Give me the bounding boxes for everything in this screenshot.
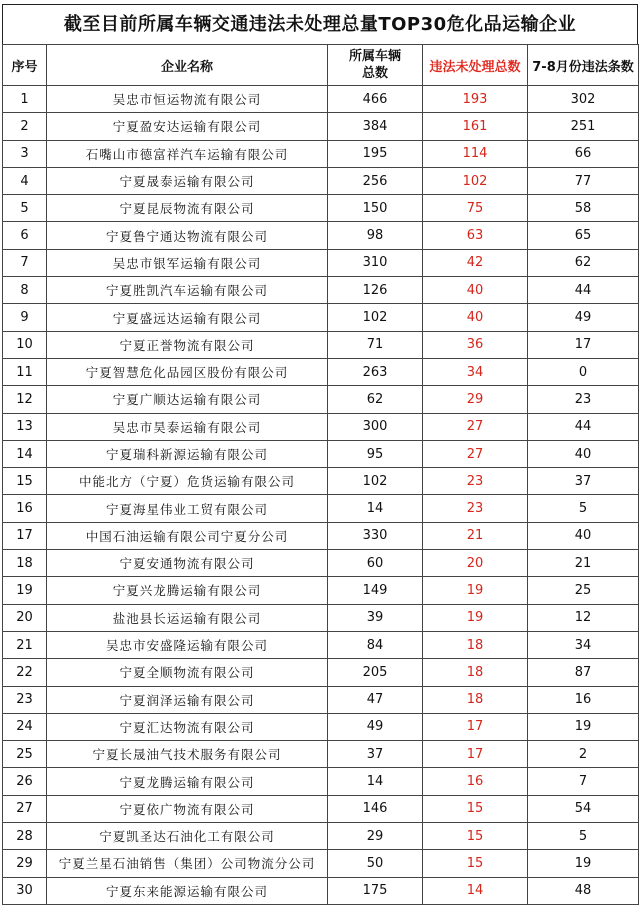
header-row (3, 45, 639, 86)
row-july-aug-cell: 62 (528, 249, 639, 276)
row-vehicles-cell: 195 (328, 140, 423, 167)
row-index-cell: 8 (3, 277, 47, 304)
row-july-aug-cell: 5 (528, 823, 639, 850)
row-company-cell: 吴忠市恒运物流有限公司 (47, 86, 328, 113)
table-row (3, 222, 639, 249)
row-vehicles-cell: 256 (328, 167, 423, 194)
header-vehicles (328, 45, 423, 86)
table-row (3, 113, 639, 140)
page-title: 截至目前所属车辆交通违法未处理总量TOP30危化品运输企业 (2, 4, 638, 44)
report-sheet (2, 4, 638, 905)
table-row (3, 140, 639, 167)
row-unprocessed-cell: 75 (423, 195, 528, 222)
table-row (3, 850, 639, 877)
row-index-cell: 14 (3, 440, 47, 467)
row-july-aug-cell: 44 (528, 413, 639, 440)
row-july-aug-cell: 7 (528, 768, 639, 795)
row-vehicles-cell: 175 (328, 877, 423, 904)
row-july-aug-cell: 302 (528, 86, 639, 113)
row-july-aug-cell: 48 (528, 877, 639, 904)
row-vehicles-cell: 98 (328, 222, 423, 249)
row-vehicles-cell: 384 (328, 113, 423, 140)
row-index-cell: 10 (3, 331, 47, 358)
row-company-cell: 宁夏龙腾运输有限公司 (47, 768, 328, 795)
row-vehicles-cell: 310 (328, 249, 423, 276)
row-vehicles-cell: 102 (328, 468, 423, 495)
table-row (3, 195, 639, 222)
row-unprocessed-cell: 19 (423, 577, 528, 604)
row-company-cell: 宁夏汇达物流有限公司 (47, 713, 328, 740)
row-unprocessed-cell: 18 (423, 686, 528, 713)
table-row (3, 86, 639, 113)
row-index-cell: 26 (3, 768, 47, 795)
row-index-cell: 23 (3, 686, 47, 713)
row-july-aug-cell: 21 (528, 550, 639, 577)
row-unprocessed-cell: 40 (423, 304, 528, 331)
row-index-cell: 20 (3, 604, 47, 631)
row-company-cell: 中能北方（宁夏）危货运输有限公司 (47, 468, 328, 495)
row-company-cell: 宁夏盈安达运输有限公司 (47, 113, 328, 140)
row-vehicles-cell: 126 (328, 277, 423, 304)
row-company-cell: 吴忠市安盛隆运输有限公司 (47, 631, 328, 658)
row-july-aug-cell: 19 (528, 713, 639, 740)
row-company-cell: 宁夏润泽运输有限公司 (47, 686, 328, 713)
row-july-aug-cell: 16 (528, 686, 639, 713)
table-row (3, 495, 639, 522)
row-vehicles-cell: 14 (328, 495, 423, 522)
row-unprocessed-cell: 114 (423, 140, 528, 167)
row-index-cell: 30 (3, 877, 47, 904)
row-vehicles-cell: 95 (328, 440, 423, 467)
row-unprocessed-cell: 15 (423, 823, 528, 850)
row-vehicles-cell: 330 (328, 522, 423, 549)
header-vehicles-line2: 总数 (361, 66, 388, 81)
row-index-cell: 27 (3, 795, 47, 822)
row-index-cell: 19 (3, 577, 47, 604)
row-july-aug-cell: 25 (528, 577, 639, 604)
table-row (3, 631, 639, 658)
row-vehicles-cell: 14 (328, 768, 423, 795)
row-index-cell: 13 (3, 413, 47, 440)
table-row (3, 741, 639, 768)
row-company-cell: 宁夏昆辰物流有限公司 (47, 195, 328, 222)
row-index-cell: 7 (3, 249, 47, 276)
table-row (3, 823, 639, 850)
row-vehicles-cell: 466 (328, 86, 423, 113)
row-unprocessed-cell: 20 (423, 550, 528, 577)
table-row (3, 604, 639, 631)
table-row (3, 331, 639, 358)
table-row (3, 358, 639, 385)
row-july-aug-cell: 17 (528, 331, 639, 358)
row-index-cell: 29 (3, 850, 47, 877)
row-index-cell: 21 (3, 631, 47, 658)
row-unprocessed-cell: 27 (423, 413, 528, 440)
row-unprocessed-cell: 14 (423, 877, 528, 904)
row-index-cell: 18 (3, 550, 47, 577)
row-index-cell: 11 (3, 358, 47, 385)
row-company-cell: 中国石油运输有限公司宁夏分公司 (47, 522, 328, 549)
row-index-cell: 2 (3, 113, 47, 140)
header-company: 企业名称 (47, 45, 328, 86)
row-vehicles-cell: 50 (328, 850, 423, 877)
row-index-cell: 28 (3, 823, 47, 850)
row-unprocessed-cell: 193 (423, 86, 528, 113)
row-july-aug-cell: 66 (528, 140, 639, 167)
table-row (3, 386, 639, 413)
row-unprocessed-cell: 102 (423, 167, 528, 194)
row-company-cell: 吴忠市银军运输有限公司 (47, 249, 328, 276)
row-index-cell: 22 (3, 659, 47, 686)
table-row (3, 550, 639, 577)
row-unprocessed-cell: 18 (423, 659, 528, 686)
row-july-aug-cell: 34 (528, 631, 639, 658)
row-july-aug-cell: 40 (528, 522, 639, 549)
row-unprocessed-cell: 42 (423, 249, 528, 276)
row-vehicles-cell: 84 (328, 631, 423, 658)
table-row (3, 440, 639, 467)
row-july-aug-cell: 58 (528, 195, 639, 222)
row-vehicles-cell: 149 (328, 577, 423, 604)
row-company-cell: 宁夏鲁宁通达物流有限公司 (47, 222, 328, 249)
row-unprocessed-cell: 17 (423, 713, 528, 740)
table-row (3, 468, 639, 495)
row-vehicles-cell: 150 (328, 195, 423, 222)
table-row (3, 249, 639, 276)
row-index-cell: 12 (3, 386, 47, 413)
row-vehicles-cell: 205 (328, 659, 423, 686)
row-july-aug-cell: 23 (528, 386, 639, 413)
row-july-aug-cell: 49 (528, 304, 639, 331)
row-company-cell: 宁夏盛远达运输有限公司 (47, 304, 328, 331)
row-vehicles-cell: 146 (328, 795, 423, 822)
row-vehicles-cell: 60 (328, 550, 423, 577)
row-unprocessed-cell: 15 (423, 850, 528, 877)
row-vehicles-cell: 62 (328, 386, 423, 413)
row-vehicles-cell: 300 (328, 413, 423, 440)
table-row (3, 522, 639, 549)
row-unprocessed-cell: 34 (423, 358, 528, 385)
row-company-cell: 石嘴山市德富祥汽车运输有限公司 (47, 140, 328, 167)
row-july-aug-cell: 44 (528, 277, 639, 304)
row-july-aug-cell: 251 (528, 113, 639, 140)
row-index-cell: 3 (3, 140, 47, 167)
row-vehicles-cell: 37 (328, 741, 423, 768)
row-company-cell: 宁夏兰星石油销售（集团）公司物流分公司 (47, 850, 328, 877)
header-index: 序号 (3, 45, 47, 86)
row-unprocessed-cell: 63 (423, 222, 528, 249)
table-row (3, 167, 639, 194)
row-unprocessed-cell: 40 (423, 277, 528, 304)
row-company-cell: 宁夏长晟油气技术服务有限公司 (47, 741, 328, 768)
row-index-cell: 25 (3, 741, 47, 768)
row-unprocessed-cell: 16 (423, 768, 528, 795)
row-index-cell: 5 (3, 195, 47, 222)
row-company-cell: 宁夏瑞科新源运输有限公司 (47, 440, 328, 467)
row-vehicles-cell: 102 (328, 304, 423, 331)
row-unprocessed-cell: 19 (423, 604, 528, 631)
row-company-cell: 宁夏广顺达运输有限公司 (47, 386, 328, 413)
row-unprocessed-cell: 17 (423, 741, 528, 768)
row-unprocessed-cell: 15 (423, 795, 528, 822)
header-july-aug: 7-8月份违法条数 (528, 45, 639, 86)
row-index-cell: 16 (3, 495, 47, 522)
table-row (3, 877, 639, 904)
row-company-cell: 宁夏依广物流有限公司 (47, 795, 328, 822)
row-july-aug-cell: 87 (528, 659, 639, 686)
row-company-cell: 宁夏安通物流有限公司 (47, 550, 328, 577)
row-vehicles-cell: 47 (328, 686, 423, 713)
row-unprocessed-cell: 27 (423, 440, 528, 467)
header-unprocessed: 违法未处理总数 (423, 45, 528, 86)
row-vehicles-cell: 71 (328, 331, 423, 358)
row-company-cell: 宁夏全顺物流有限公司 (47, 659, 328, 686)
row-july-aug-cell: 65 (528, 222, 639, 249)
row-vehicles-cell: 39 (328, 604, 423, 631)
table-row (3, 659, 639, 686)
row-company-cell: 盐池县长运运输有限公司 (47, 604, 328, 631)
table-row (3, 304, 639, 331)
row-index-cell: 4 (3, 167, 47, 194)
row-vehicles-cell: 49 (328, 713, 423, 740)
row-july-aug-cell: 2 (528, 741, 639, 768)
row-unprocessed-cell: 36 (423, 331, 528, 358)
row-unprocessed-cell: 21 (423, 522, 528, 549)
row-unprocessed-cell: 18 (423, 631, 528, 658)
row-vehicles-cell: 29 (328, 823, 423, 850)
table-row (3, 768, 639, 795)
table-row (3, 795, 639, 822)
row-index-cell: 24 (3, 713, 47, 740)
ranking-table (2, 44, 639, 905)
row-unprocessed-cell: 161 (423, 113, 528, 140)
row-company-cell: 宁夏海星伟业工贸有限公司 (47, 495, 328, 522)
row-vehicles-cell: 263 (328, 358, 423, 385)
row-index-cell: 6 (3, 222, 47, 249)
row-unprocessed-cell: 29 (423, 386, 528, 413)
row-unprocessed-cell: 23 (423, 495, 528, 522)
row-july-aug-cell: 19 (528, 850, 639, 877)
row-july-aug-cell: 37 (528, 468, 639, 495)
row-index-cell: 15 (3, 468, 47, 495)
table-row (3, 577, 639, 604)
row-company-cell: 宁夏智慧危化品园区股份有限公司 (47, 358, 328, 385)
row-company-cell: 宁夏正誉物流有限公司 (47, 331, 328, 358)
table-row (3, 413, 639, 440)
row-index-cell: 9 (3, 304, 47, 331)
row-july-aug-cell: 77 (528, 167, 639, 194)
table-row (3, 686, 639, 713)
row-company-cell: 宁夏胜凯汽车运输有限公司 (47, 277, 328, 304)
row-july-aug-cell: 0 (528, 358, 639, 385)
header-vehicles-line1: 所属车辆 (348, 49, 401, 64)
row-unprocessed-cell: 23 (423, 468, 528, 495)
table-row (3, 713, 639, 740)
row-index-cell: 17 (3, 522, 47, 549)
row-company-cell: 吴忠市昊泰运输有限公司 (47, 413, 328, 440)
row-company-cell: 宁夏凯圣达石油化工有限公司 (47, 823, 328, 850)
table-body (3, 86, 639, 905)
row-company-cell: 宁夏兴龙腾运输有限公司 (47, 577, 328, 604)
row-july-aug-cell: 5 (528, 495, 639, 522)
row-index-cell: 1 (3, 86, 47, 113)
table-row (3, 277, 639, 304)
row-july-aug-cell: 40 (528, 440, 639, 467)
row-july-aug-cell: 54 (528, 795, 639, 822)
row-july-aug-cell: 12 (528, 604, 639, 631)
row-company-cell: 宁夏晟泰运输有限公司 (47, 167, 328, 194)
row-company-cell: 宁夏东来能源运输有限公司 (47, 877, 328, 904)
table-header (3, 45, 639, 86)
